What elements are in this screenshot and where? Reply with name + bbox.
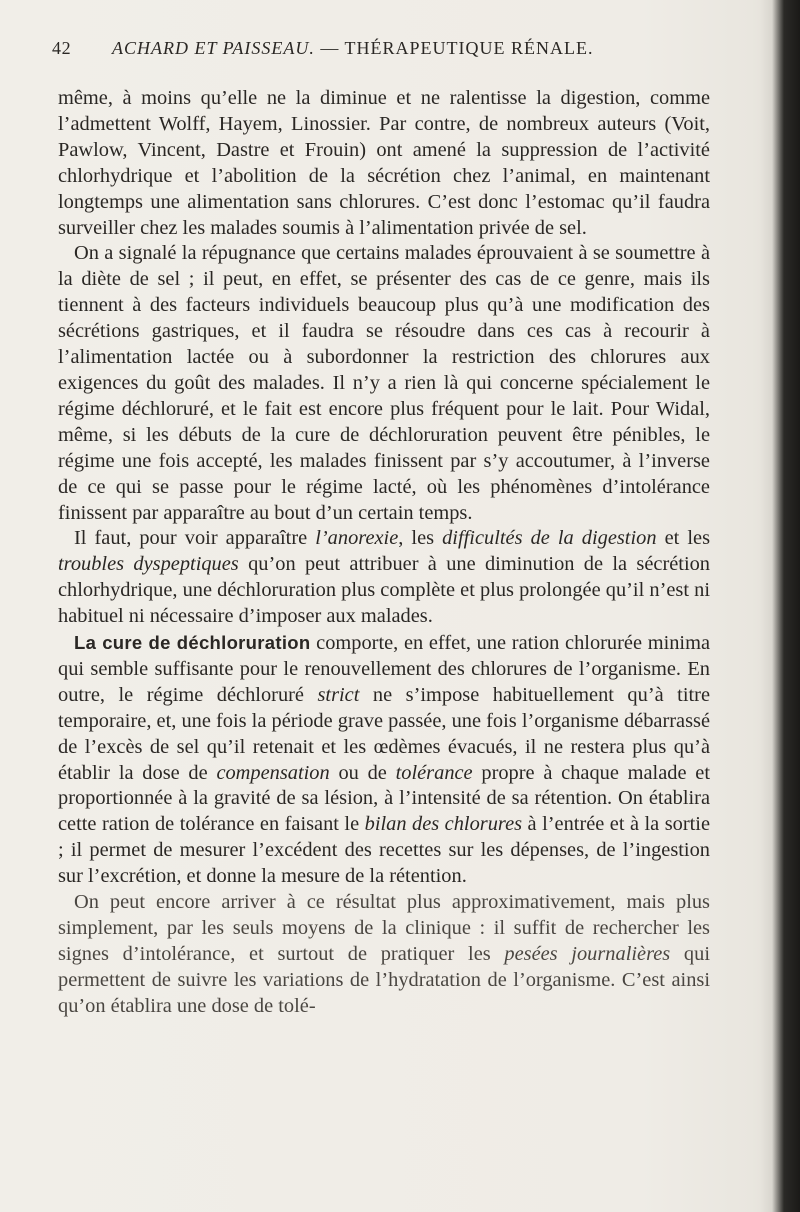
italic-term: difficultés de la digestion bbox=[442, 527, 657, 550]
italic-term: pesées journalières bbox=[504, 942, 671, 965]
running-title-section: THÉRAPEUTIQUE RÉNALE. bbox=[344, 38, 594, 58]
text-run: ou de bbox=[329, 761, 396, 784]
text-run: à l’entrée et à la sortie ; il permet de mesurer l’excédent des recettes sur les dépenses, de l’ingestion sur l’excrétion, et donne la mesure de la rétention. bbox=[58, 813, 710, 888]
paragraph-repugnance: On a signalé la répugnance que certains malades éprouvaient à se soumettre à la diète de sel ; il peut, en effet, se présenter des cas de ce genre, mais ils tiennent à des facteurs individuels beaucoup plus qu’à une modification des sécrétions gastriques, et il faudra se résoudre dans ces cas à recourir à l’alimentation lactée ou à subordonner la restriction des chlorures aux exigences du goût des malades. Il n’y a rien là qui concerne spécialement le régime déchloruré, et le fait est encore plus fréquent pour le lait. Pour Widal, même, si les débuts de la cure de déchloruration peuvent être pénibles, le régime une fois accepté, les malades finissent par s’y accoutumer, à l’inverse de ce qui se passe pour le régime lacté, où les phénomènes d’intolérance finissent par apparaître au bout d’un certain temps. bbox=[58, 242, 710, 524]
italic-term: strict bbox=[317, 683, 360, 706]
bold-lead-heading: La cure de déchloruration bbox=[74, 632, 311, 654]
italic-term: l’anorexie bbox=[315, 527, 399, 550]
italic-term: bilan des chlorures bbox=[364, 813, 523, 836]
book-binding-edge bbox=[760, 0, 800, 1212]
text-run: Il faut, pour voir apparaître bbox=[74, 527, 316, 550]
body-text bbox=[58, 86, 710, 1020]
paragraph-anorexie bbox=[58, 526, 710, 630]
text-run: propre à chaque malade et proportionnée à la gravité de sa lésion, à l’intensité de sa rétention. On établira cette ration de tolérance en faisant le bbox=[58, 761, 710, 836]
running-title-authors: ACHARD ET PAISSEAU. bbox=[112, 38, 315, 58]
text-run: et les bbox=[656, 527, 711, 550]
text-run: qui permettent de suivre les variations de l’hydratation de l’organisme. C’est ainsi qu’on établira une dose de tolé- bbox=[58, 942, 710, 1017]
page-number: 42 bbox=[52, 38, 72, 58]
text-run: ne s’impose habituellement qu’à titre temporaire, et, une fois la période grave passée, une fois l’organisme débarrassé de l’excès de sel qu’il retenait et les œdèmes évacués, il ne restera plus qu’à établir la dose de bbox=[58, 683, 710, 784]
running-title-separator: — bbox=[320, 38, 340, 58]
italic-term: troubles dyspeptiques bbox=[58, 553, 239, 576]
paragraph-continued: même, à moins qu’elle ne la diminue et ne ralentisse la digestion, comme l’admettent Wolff, Hayem, Linossier. Par contre, de nombreux auteurs (Voit, Pawlow, Vincent, Dastre et Frouin) ont amené la suppression de l’activité chlorhydrique et l’abolition de la sécrétion chez l’animal, en maintenant longtemps une alimentation sans chlorures. C’est donc l’estomac qu’il faudra surveiller chez les malades soumis à l’alimentation privée de sel. bbox=[58, 87, 710, 239]
paragraph-cure-dechloruration bbox=[58, 630, 710, 890]
paragraph-pesees bbox=[58, 890, 710, 1020]
text-run: qu’on peut attribuer à une diminution de la sécrétion chlorhydrique, une déchloruration plus complète et plus prolongée qu’il n’est ni habituel ni nécessaire d’imposer aux malades. bbox=[58, 553, 711, 628]
italic-term: tolérance bbox=[395, 761, 473, 784]
text-run: comporte, en effet, une ration chlorurée minima qui semble suffisante pour le renouvellement des chlorures de l’organisme. En outre, le régime déchloruré bbox=[58, 632, 711, 706]
running-title bbox=[112, 38, 594, 59]
text-run: On peut encore arriver à ce résultat plus approximativement, mais plus simplement, par les seuls moyens de la clinique : il suffit de rechercher les signes d’intolérance, et surtout de pratiquer les bbox=[58, 891, 710, 965]
running-head bbox=[52, 38, 732, 68]
italic-term: compensation bbox=[216, 761, 330, 784]
text-run: , les bbox=[398, 527, 443, 550]
